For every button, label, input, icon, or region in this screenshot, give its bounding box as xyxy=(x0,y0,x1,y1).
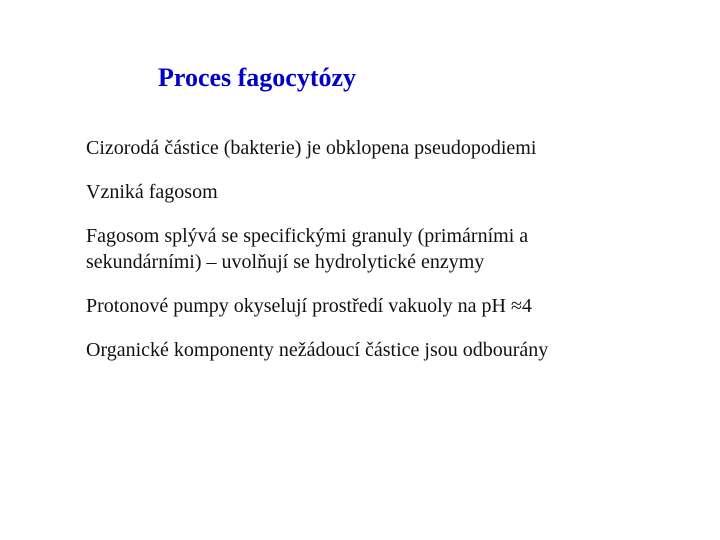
slide-title: Proces fagocytózy xyxy=(158,63,357,92)
bullet-item: Vzniká fagosom xyxy=(86,181,218,203)
bullet-item: Fagosom splývá se specifickými granuly (primárními a sekundárními) – uvolňují se hydrolytické enzymy xyxy=(86,225,529,273)
bullet-item: Organické komponenty nežádoucí částice jsou odbourány xyxy=(86,339,549,361)
bullet-item: Cizorodá částice (bakterie) je obklopena pseudopodiemi xyxy=(86,137,537,159)
bullet-item: Protonové pumpy okyselují prostředí vakuoly na pH ≈4 xyxy=(86,295,532,317)
bullet-list xyxy=(86,135,686,381)
